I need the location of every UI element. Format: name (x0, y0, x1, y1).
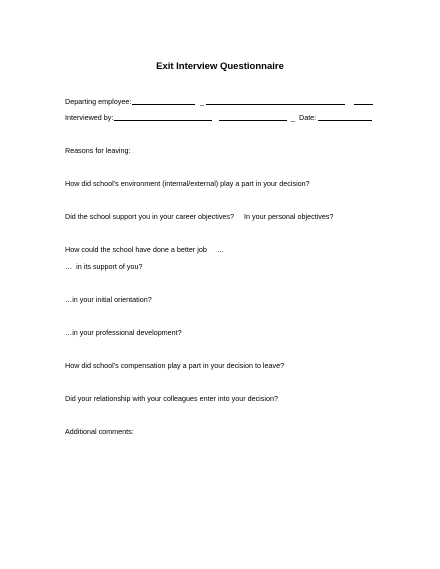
question-better-job: How could the school have done a better job … (65, 245, 225, 254)
date-label: Date: (299, 113, 317, 122)
question-reasons-for-leaving: Reasons for leaving: (65, 146, 131, 155)
departing-employee-first-blank[interactable] (132, 104, 195, 105)
departing-employee-separator: _ (200, 97, 204, 106)
interviewed-by-second-blank[interactable] (219, 120, 287, 121)
question-career-objectives: Did the school support you in your career objectives? In your personal objectives? (65, 212, 334, 221)
question-professional-development: …in your professional development? (65, 328, 182, 337)
question-school-environment: How did school's environment (internal/external) play a part in your decision? (65, 179, 310, 188)
departing-employee-second-blank[interactable] (206, 104, 345, 105)
question-additional-comments: Additional comments: (65, 427, 134, 436)
question-initial-orientation: …in your initial orientation? (65, 295, 152, 304)
departing-employee-third-blank[interactable] (354, 104, 373, 105)
departing-employee-label: Departing employee: (65, 97, 132, 106)
interviewed-by-first-blank[interactable] (114, 120, 212, 121)
question-support-of-you: … in its support of you? (65, 262, 143, 271)
page-title: Exit Interview Questionnaire (156, 61, 284, 72)
date-blank[interactable] (318, 120, 372, 121)
interviewed-by-separator: _ (291, 113, 295, 122)
question-colleagues: Did your relationship with your colleagues enter into your decision? (65, 394, 278, 403)
interviewed-by-label: Interviewed by: (65, 113, 114, 122)
question-compensation: How did school's compensation play a part in your decision to leave? (65, 361, 285, 370)
